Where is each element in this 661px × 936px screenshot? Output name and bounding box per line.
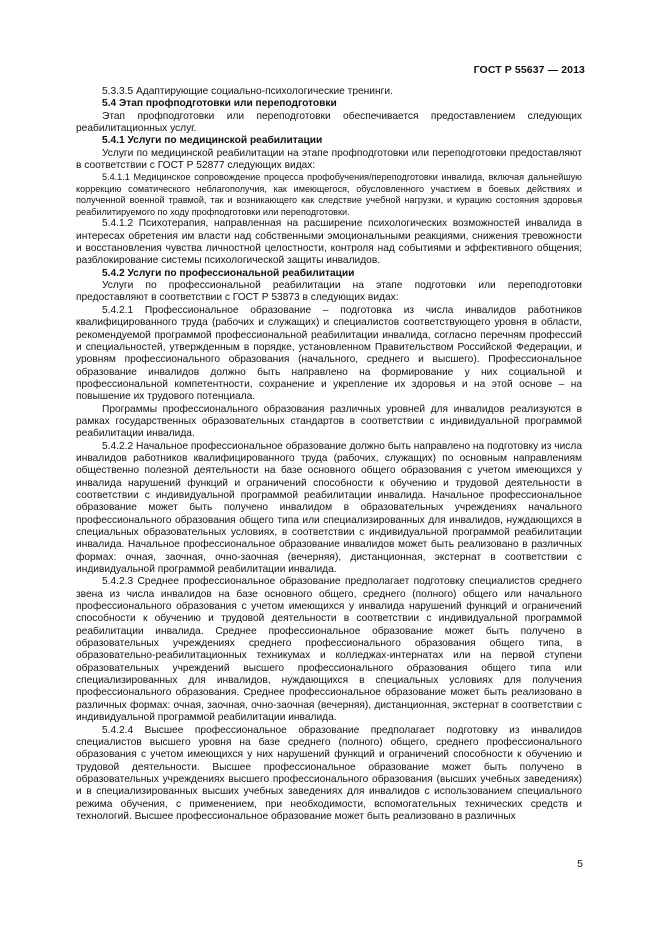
paragraph: Услуги по медицинской реабилитации на этапе профподготовки или переподготовки предоставляют в соответствии с ГОСТ Р 52877 следующих видах: [76, 147, 582, 172]
paragraph: 5.4.2.1 Профессиональное образование – подготовка из числа инвалидов работников квалифицированного труда (рабочих и служащих) и специалистов соответствующего уровня в области, рекомендуемой программой профессиональной реабилитации инвалида, согласно перечням профессий и специальностей, утвержденным в порядке, установленном Правительством Российской Федерации, и уровням профессионального образования (начального, среднего и высшего). Профессиональное образование инвалидов должно быть направлено на формирование у них социальной и профессиональной компетентности, сохранение и укрепление их здоровья и на этой основе – на повышение их трудового потенциала. [76, 304, 582, 403]
document-header: ГОСТ Р 55637 — 2013 [473, 64, 585, 76]
paragraph: 5.4.1.1 Медицинское сопровождение процесса профобучения/переподготовки инвалида, включая дальнейшую коррекцию соматического неблагополучия, как имеющегося, обусловленного участием в боевых действиях и полученной военной травмой, так и возникающего как следствие учебной нагрузки, и курацию состояния здоровья реабилитируемого по ходу профподготовки или переподготовки. [76, 172, 582, 217]
section-heading: 5.4.1 Услуги по медицинской реабилитации [102, 135, 323, 147]
paragraph: Программы профессионального образования различных уровней для инвалидов реализуются в рамках государственных образовательных стандартов в соответствии с индивидуальной программой реабилитации инвалида. [76, 403, 582, 440]
section-heading: 5.4 Этап профподготовки или переподготовки [102, 98, 337, 110]
paragraph: 5.4.2.4 Высшее профессиональное образование предполагает подготовку из инвалидов специалистов высшего уровня на базе среднего (полного) общего, среднего профессионального образования с учетом имеющихся у них нарушений функций и ограничений способности к обучению и трудовой деятельности. Высшее профессиональное образование может быть получено в образовательных учреждениях высшего профессионального образования (высших учебных заведениях) и в специализированных высших учебных заведениях для инвалидов с использованием специального режима обучения, с применением, при необходимости, вспомогательных технических средств и технологий. Высшее профессиональное образование может быть реализовано в различных [76, 724, 582, 822]
paragraph: 5.4.2.3 Среднее профессиональное образование предполагает подготовку специалистов среднего звена из числа инвалидов на базе основного общего, среднего (полного) общего или начального профессионального образования с учетом имеющихся у инвалида нарушений функций и ограничений способности к обучению и трудовой деятельности в соответствии с индивидуальной программой реабилитации инвалида. Среднее профессиональное образование может быть получено в образовательных учреждениях среднего профессионального образования общего типа, в образовательно-реабилитационных техникумах и колледжах-интернатах или на первой ступени образовательных учреждений высшего профессионального образования общего типа или специализированных для инвалидов, нуждающихся в специальных условиях для получения профессионального образования. Среднее профессиональное образование может быть реализовано в различных формах: очная, заочная, очно-заочная (вечерняя), дистанционная, экстернат в соответствии с индивидуальной программой реабилитации инвалида. [76, 576, 582, 724]
section-heading: 5.4.2 Услуги по профессиональной реабилитации [102, 267, 355, 279]
paragraph: Услуги по профессиональной реабилитации на этапе подготовки или переподготовки предоставляют в соответствии с ГОСТ Р 53873 в следующих видах: [76, 280, 582, 304]
paragraph: 5.4.2.2 Начальное профессиональное образование должно быть направлено на подготовку из числа инвалидов работников квалифицированного труда (рабочих, служащих) по основным направлениям общественно полезной деятельности на базе основного общего образования с учетом имеющихся у инвалида нарушений функций и ограничений способности к обучению и трудовой деятельности в соответствии с индивидуальной программой реабилитации инвалида. Начальное профессиональное образование может быть получено инвалидом в образовательных учреждениях начального профессионального образования общего типа или специализированных для инвалидов, нуждающихся в специальных образовательных условиях, в соответствии с индивидуальной программой реабилитации инвалида. Начальное профессиональное образование инвалидов может быть реализовано в различных формах: очная, заочная, очно-заочная (вечерняя), дистанционная, экстернат в соответствии с индивидуальной программой реабилитации инвалида. [76, 440, 582, 576]
document-body [76, 86, 582, 823]
page-number: 5 [577, 858, 583, 870]
paragraph: Этап профподготовки или переподготовки обеспечивается предоставлением следующих реабилитационных услуг. [76, 110, 582, 135]
paragraph: 5.3.3.5 Адаптирующие социально-психологические тренинги. [102, 86, 393, 97]
paragraph: 5.4.1.2 Психотерапия, направленная на расширение психологических возможностей инвалида в интересах обретения им власти над собственными эмоциональными реакциями, снижения тревожности и восстановления чувства личностной целостности, контроля над событиями и эффективного общения; разблокирование системы психологической защиты инвалидов. [76, 218, 582, 267]
